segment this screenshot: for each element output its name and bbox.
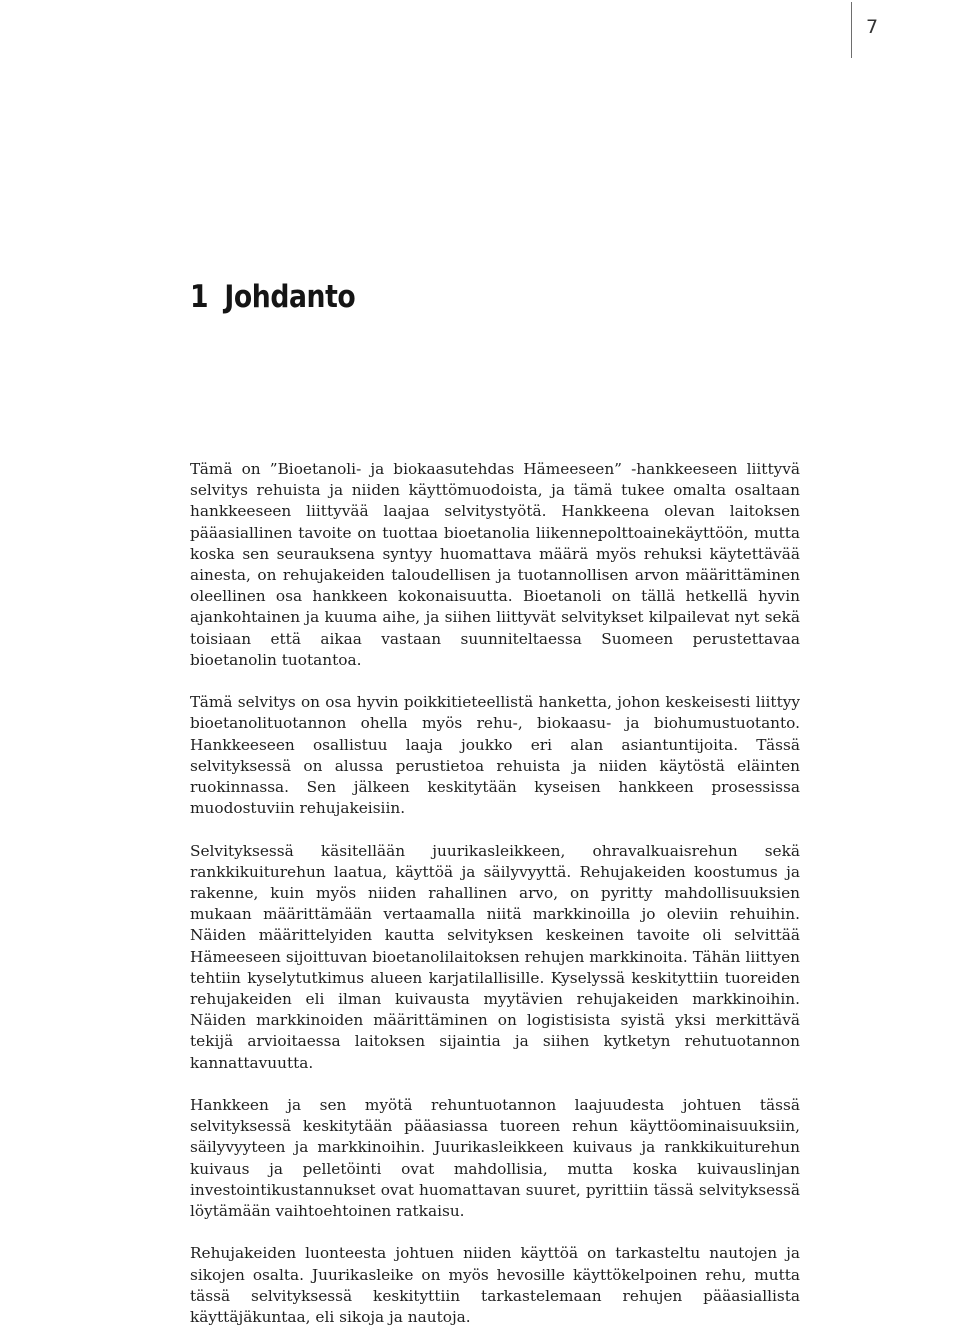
chapter-title: Johdanto bbox=[224, 279, 356, 315]
paragraph-intro: Tämä on ”Bioetanoli- ja biokaasutehdas Hämeeseen” -hankkeeseen liittyvä selvitys rehuista ja niiden käyttömuodoista, ja tämä tukee omalta osaltaan hankkeeseen liittyvää laajaa selvitystyötä. Hankkeena olevan laitoksen pääasiallinen tavoite on tuottaa bioetanolia liikennepolttoainekäyttöön, mutta koska sen seurauksena syntyy huomattava määrä myös rehuksi käytettävää ainesta, on rehujakeiden taloudellisen ja tuotannollisen arvon määrittäminen oleellinen osa hankkeen kokonaisuutta. Bioetanoli on tällä hetkellä hyvin ajankohtainen ja kuuma aihe, ja siihen liittyvät selvitykset kilpailevat nyt sekä toisiaan että aikaa vastaan suunniteltaessa Suomeen perustettavaa bioetanolin tuotantoa. bbox=[190, 460, 800, 669]
body-text bbox=[190, 459, 800, 1328]
chapter-heading bbox=[190, 279, 355, 315]
page-number-divider bbox=[851, 2, 852, 58]
paragraph-fresh-feed-focus: Hankkeen ja sen myötä rehuntuotannon laajuudesta johtuen tässä selvityksessä keskitytään pääasiassa tuoreen rehun käyttöominaisuuksiin, säilyvyyteen ja markkinoihin. Juurikasleikkeen kuivaus ja rankkikuiturehun kuivaus ja pelletöinti ovat mahdollisia, mutta koska kuivauslinjan investointikustannukset ovat huomattavan suuret, pyrittiin tässä selvityksessä löytämään vaihtoehtoinen ratkaisu. bbox=[190, 1096, 800, 1221]
paragraph-project-scope: Tämä selvitys on osa hyvin poikkitieteellistä hanketta, johon keskeisesti liittyy bioetanolituotannon ohella myös rehu-, biokaasu- ja biohumustuotanto. Hankkeeseen osallistuu laaja joukko eri alan asiantuntijoita. Tässä selvityksessä on alussa perustietoa rehuista ja niiden käytöstä eläinten ruokinnassa. Sen jälkeen keskitytään kyseisen hankkeen prosessissa muodostuviin rehujakeisiin. bbox=[190, 693, 800, 818]
paragraph-feed-fractions: Selvityksessä käsitellään juurikasleikkeen, ohravalkuaisrehun sekä rankkikuiturehun laatua, käyttöä ja säilyvyyttä. Rehujakeiden koostumus ja rakenne, kuin myös niiden rahallinen arvo, on pyritty mahdollisuuksien mukaan määrittämään vertaamalla niitä markkinoilla jo oleviin rehuihin. Näiden määrittelyiden kautta selvityksen keskeinen tavoite oli selvittää Hämeeseen sijoittuvan bioetanolilaitoksen rehujen markkinoita. Tähän liittyen tehtiin kyselytutkimus alueen karjatilallisille. Kyselyssä keskityttiin tuoreiden rehujakeiden eli ilman kuivausta myytävien rehujakeiden markkinoihin. Näiden markkinoiden määrittäminen on logistisista syistä yksi merkittävä tekijä arvioitaessa laitoksen sijaintia ja siihen kytketyn rehutuotannon kannattavuutta. bbox=[190, 841, 800, 1072]
paragraph-animal-scope: Rehujakeiden luonteesta johtuen niiden käyttöä on tarkasteltu nautojen ja sikojen osalta. Juurikasleike on myös hevosille käyttökelpoinen rehu, mutta tässä selvityksessä keskityttiin tarkastelemaan rehujen pääasiallista käyttäjäkuntaa, eli sikoja ja nautoja. bbox=[190, 1244, 800, 1327]
page-number: 7 bbox=[866, 16, 879, 38]
chapter-number: 1 bbox=[190, 279, 209, 315]
